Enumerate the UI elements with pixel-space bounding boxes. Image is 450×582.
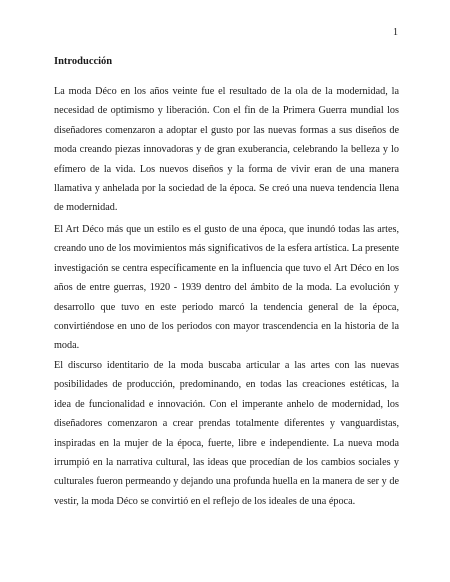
paragraph-2: El Art Déco más que un estilo es el gusto de una época, que inundó todas las artes, creando uno de los movimientos más significativos de la esfera artística. La presente investigación se centra específicamente en la influencia que tuvo el Art Déco en los años de entre guerras, 1920 - 1939 dentro del ámbito de la moda. La evolución y desarrollo que tuvo en este periodo marcó la tendencia general de la época, convirtiéndose en uno de los periodos con mayor trascendencia en la historia de la moda.	[54, 224, 399, 352]
page-number: 1	[393, 27, 398, 38]
paragraph-1: La moda Déco en los años veinte fue el resultado de la ola de la modernidad, la necesidad de optimismo y liberación. Con el fin de la Primera Guerra mundial los diseñadores comenzaron a adoptar el gusto por las nuevas formas a sus diseños de moda creando piezas innovadoras y de gran exuberancia, celebrando la belleza y lo efímero de la vida. Los nuevos diseños y la forma de vivir eran de una manera llamativa y anhelada por la sociedad de la época. Se creó una nueva tendencia llena de modernidad.	[54, 86, 399, 214]
section-heading: Introducción	[54, 56, 113, 67]
paragraph-3: El discurso identitario de la moda buscaba articular a las artes con las nuevas posibilidades de producción, predominando, en todas las creaciones estéticas, la idea de funcionalidad e innovación. Con el imperante anhelo de modernidad, los diseñadores comenzaron a crear prendas totalmente diferentes y vanguardistas, inspiradas en la mujer de la época, fuerte, libre e independiente. La nueva moda irrumpió en la narrativa cultural, las ideas que procedían de los cambios sociales y culturales fueron permeando y dejando una profunda huella en la manera de ser y de vestir, la moda Déco se convirtió en el reflejo de los ideales de una época.	[54, 360, 399, 507]
